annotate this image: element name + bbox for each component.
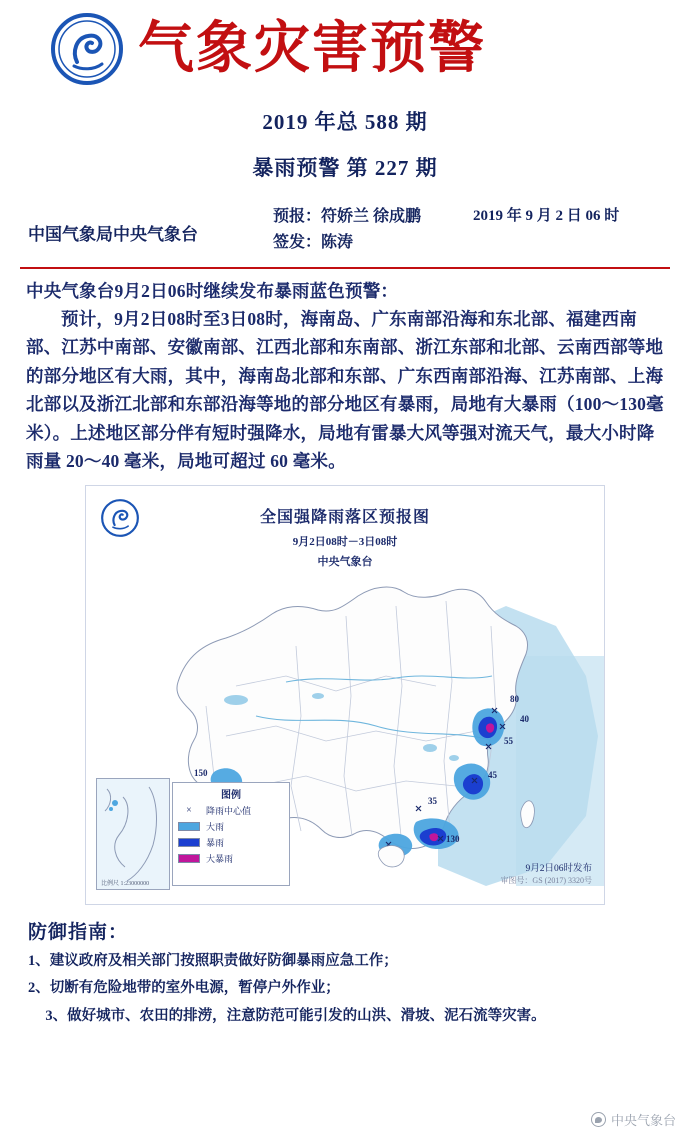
- page-title: 气象灾害预警: [138, 16, 486, 81]
- map-cma-logo-icon: [100, 498, 140, 538]
- guide-item: 3、做好城市、农田的排涝，注意防范可能引发的山洪、滑坡、泥石流等灾害。: [45, 1007, 546, 1024]
- guide-title: 防御指南：: [28, 922, 129, 944]
- weibo-verified-icon: [591, 1112, 606, 1127]
- rain-center-label: 150: [194, 768, 208, 779]
- guide-item: 1、建议政府及相关部门按照职责做好防御暴雨应急工作；: [28, 953, 398, 970]
- rain-center-mark-icon: ×: [186, 805, 192, 817]
- cma-logo-icon: [50, 12, 124, 86]
- organization-name: 中国气象局中央气象台: [28, 225, 198, 244]
- defense-guide: [14, 917, 676, 1026]
- body-paragraph: 预计，9月2日08时至3日08时，海南岛、广东南部沿海和东北部、福建西南部、江苏中南部、安徽南部、江西北部和东南部、浙江东部和北部、云南西部等地的部分地区有大雨，其中，海南岛北部和东部、广东西南部沿海、江苏南部、上海北部以及浙江北部和东部沿海等地的部分地区有暴雨，局地有大暴雨（100～130毫米）。上述地区部分伴有短时强降水，局地有雷暴大风等强对流天气，最大小时降雨量 20～40 毫米，局地可超过 60 毫米。: [26, 309, 664, 471]
- map-subtitle: 9月2日08时－3日08时: [292, 536, 398, 549]
- inset-scale-label: 比例尺 1:23000000: [101, 881, 150, 888]
- warning-number-line: 暴雨预警 第 227 期: [252, 156, 438, 180]
- meta-row: [14, 204, 676, 257]
- body-text: [14, 277, 676, 475]
- header: [14, 0, 676, 88]
- legend-swatch-icon: [178, 854, 200, 863]
- map-issue-time: 9月2日06时发布: [525, 864, 592, 875]
- rain-center-label: 45: [488, 770, 497, 781]
- legend-swatch-icon: [178, 838, 200, 847]
- map-approval-number: 审图号：GS (2017) 3320号: [500, 876, 592, 886]
- legend-item: [178, 836, 284, 849]
- watermark-label: 中央气象台: [610, 1113, 676, 1128]
- legend-label: 降雨中心值: [206, 806, 252, 817]
- rainfall-forecast-map: [85, 485, 605, 905]
- legend-item: [178, 804, 284, 817]
- meta-signatures: [273, 204, 473, 257]
- south-sea-inset: [96, 778, 170, 890]
- body-headline: 中央气象台9月2日06时继续发布暴雨蓝色预警：: [26, 280, 399, 301]
- legend-label: 暴雨: [206, 838, 225, 849]
- legend-swatch-icon: [178, 822, 200, 831]
- legend-item: [178, 820, 284, 833]
- watermark: [591, 1110, 676, 1129]
- map-canvas: [86, 486, 604, 904]
- map-source: 中央气象台: [317, 556, 373, 569]
- legend-item: [178, 852, 284, 865]
- rain-center-label: 130: [446, 834, 460, 845]
- map-legend: [172, 782, 290, 886]
- legend-title: 图例: [221, 790, 241, 802]
- guide-item: 2、切断有危险地带的室外电源，暂停户外作业；: [28, 980, 340, 997]
- forecaster: 预报：符娇兰 徐成鹏: [273, 208, 422, 225]
- rain-center-label: 35: [428, 796, 437, 807]
- legend-label: 大暴雨: [206, 854, 234, 865]
- red-divider: [20, 267, 670, 269]
- issue-number-line: 2019 年总 588 期: [262, 110, 428, 134]
- signer: 签发：陈涛: [273, 234, 354, 252]
- rain-center-label: 80: [510, 694, 519, 705]
- rain-center-label: 40: [520, 714, 529, 725]
- legend-label: 大雨: [206, 822, 225, 833]
- map-title: 全国强降雨落区预报图: [259, 509, 430, 527]
- rain-center-label: 55: [504, 736, 513, 747]
- issue-datetime: 2019 年 9 月 2 日 06 时: [473, 208, 620, 224]
